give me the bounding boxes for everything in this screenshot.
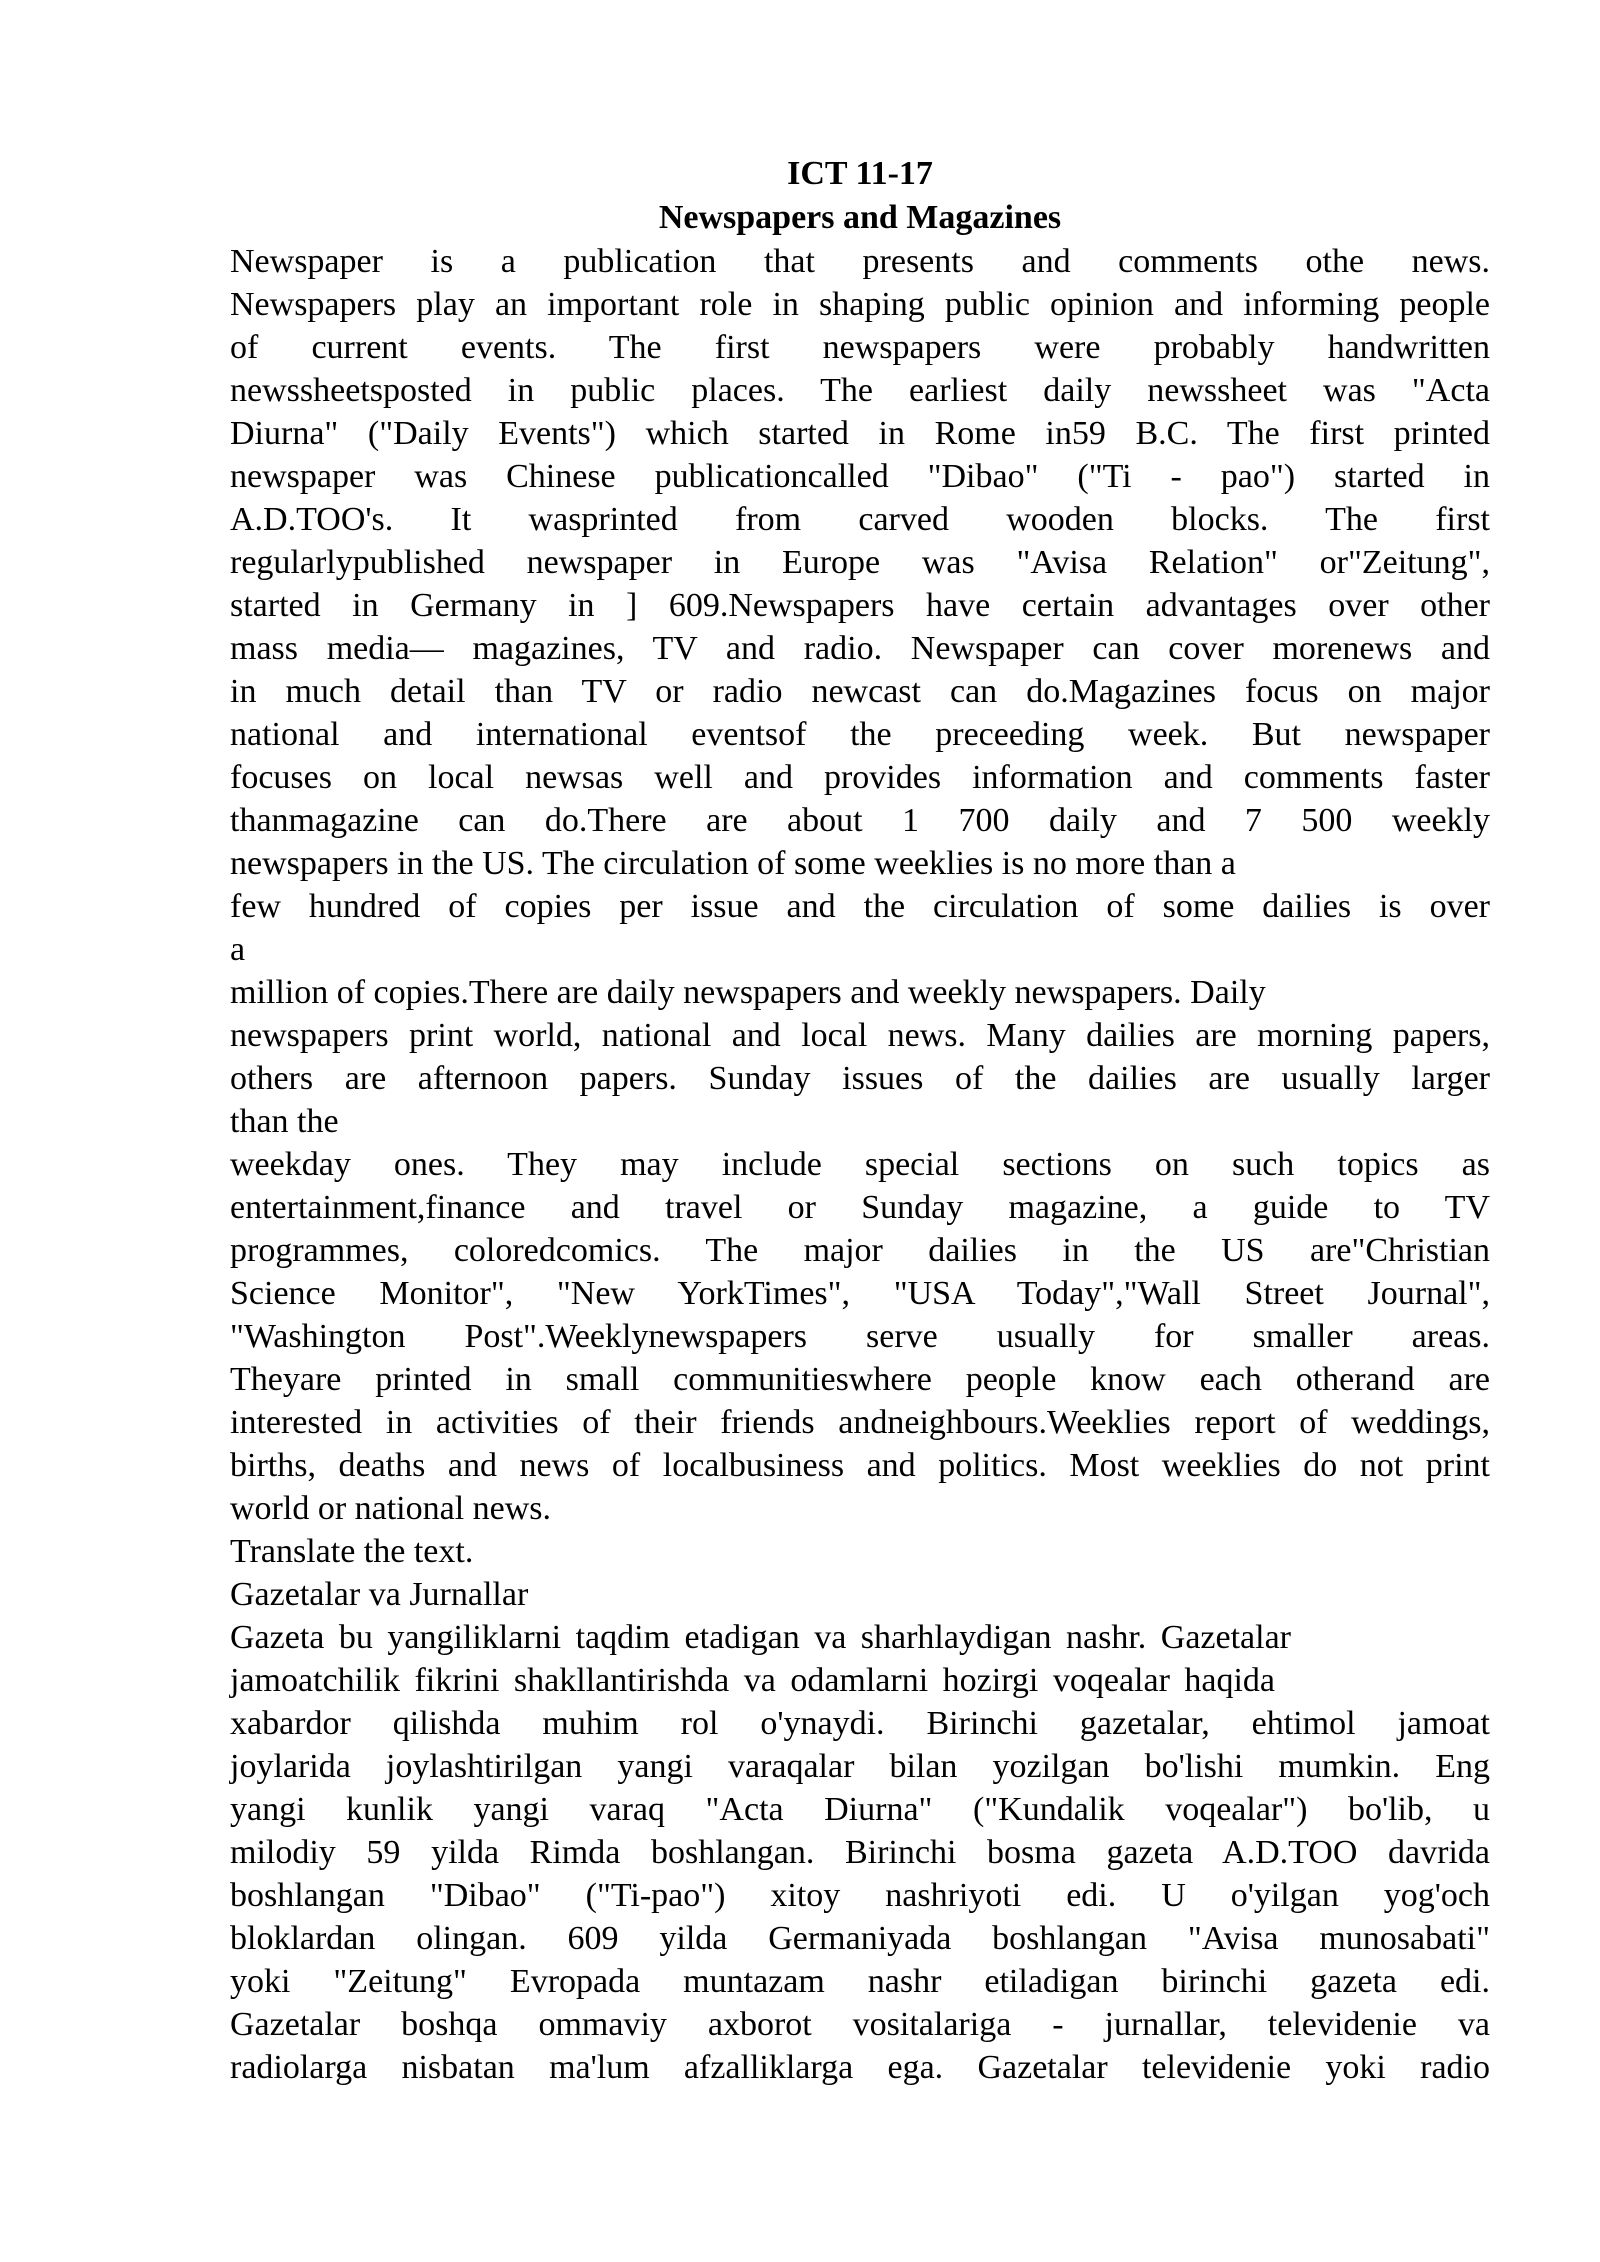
english-text-line: births, deaths and news of localbusiness and politics. Most weeklies do not print [230,1447,1490,1484]
document-title: ICT 11-17 [787,155,933,192]
english-text-line: national and international eventsof the preceeding week. But newspaper [230,716,1490,753]
uzbek-text-line: xabardor qilishda muhim rol o'ynaydi. Birinchi gazetalar, ehtimol jamoat [230,1705,1490,1742]
uzbek-text-line: radiolarga nisbatan ma'lum afzalliklarga ega. Gazetalar televidenie yoki radio [230,2049,1490,2086]
english-text-line: programmes, coloredcomics. The major dailies in the US are"Christian [230,1232,1490,1269]
uzbek-text-line: bloklardan olingan. 609 yilda Germaniyada boshlangan "Avisa munosabati" [230,1920,1490,1957]
english-text-line: Newspaper is a publication that presents and comments othe news. [230,243,1490,280]
english-text-line: "Washington Post".Weeklynewspapers serve usually for smaller areas. [230,1318,1490,1355]
english-text-line: a [230,931,246,968]
english-text-line: world or national news. [230,1490,552,1527]
english-text-line: entertainment,finance and travel or Sunday magazine, a guide to TV [230,1189,1490,1226]
english-text-line: Newspapers play an important role in shaping public opinion and informing people [230,286,1490,323]
uzbek-text-line: yangi kunlik yangi varaq "Acta Diurna" ("Kundalik voqealar") bo'lib, u [230,1791,1490,1828]
english-text-line: focuses on local newsas well and provides information and comments faster [230,759,1490,796]
task-instruction: Translate the text. [230,1533,474,1570]
english-text-line: thanmagazine can do.There are about 1 700 daily and 7 500 weekly [230,802,1490,839]
uzbek-text-line: joylarida joylashtirilgan yangi varaqalar bilan yozilgan bo'lishi mumkin. Eng [230,1748,1490,1785]
english-text-line: weekday ones. They may include special sections on such topics as [230,1146,1490,1183]
english-text-line: in much detail than TV or radio newcast can do.Magazines focus on major [230,673,1490,710]
english-text-line: started in Germany in ] 609.Newspapers have certain advantages over other [230,587,1490,624]
english-text-line: than the [230,1103,339,1140]
uzbek-text-line: milodiy 59 yilda Rimda boshlangan. Birinchi bosma gazeta A.D.TOO davrida [230,1834,1490,1871]
english-text-line: Science Monitor", "New YorkTimes", "USA Today","Wall Street Journal", [230,1275,1490,1312]
english-text-line: newspapers in the US. The circulation of some weeklies is no more than a [230,845,1236,882]
english-text-line: interested in activities of their friends andneighbours.Weeklies report of weddings, [230,1404,1490,1441]
uzbek-text-line: boshlangan "Dibao" ("Ti-pao") xitoy nashriyoti edi. U o'yilgan yog'och [230,1877,1490,1914]
english-text-line: newssheetsposted in public places. The earliest daily newssheet was "Acta [230,372,1490,409]
uzbek-text-line: jamoatchilik fikrini shakllantirishda va odamlarni hozirgi voqealar haqida [230,1662,1276,1699]
uzbek-text-line: Gazetalar boshqa ommaviy axborot vositalariga - jurnallar, televidenie va [230,2006,1490,2043]
uzbek-text-line: yoki "Zeitung" Evropada muntazam nashr etiladigan birinchi gazeta edi. [230,1963,1490,2000]
english-text-line: million of copies.There are daily newspapers and weekly newspapers. Daily [230,974,1266,1011]
uzbek-text-line: Gazeta bu yangiliklarni taqdim etadigan va sharhlaydigan nashr. Gazetalar [230,1619,1291,1656]
english-text-line: A.D.TOO's. It wasprinted from carved wooden blocks. The first [230,501,1490,538]
english-text-line: regularlypublished newspaper in Europe was "Avisa Relation" or"Zeitung", [230,544,1490,581]
english-text-line: newspapers print world, national and local news. Many dailies are morning papers, [230,1017,1490,1054]
english-text-line: of current events. The first newspapers were probably handwritten [230,329,1490,366]
document-subtitle: Newspapers and Magazines [658,199,1062,236]
english-text-line: Diurna" ("Daily Events") which started in Rome in59 B.C. The first printed [230,415,1490,452]
english-text-line: mass media— magazines, TV and radio. Newspaper can cover morenews and [230,630,1490,667]
english-text-line: newspaper was Chinese publicationcalled "Dibao" ("Ti - pao") started in [230,458,1490,495]
translation-title: Gazetalar va Jurnallar [230,1576,529,1613]
english-text-line: Theyare printed in small communitieswhere people know each otherand are [230,1361,1490,1398]
english-text-line: others are afternoon papers. Sunday issues of the dailies are usually larger [230,1060,1490,1097]
english-text-line: few hundred of copies per issue and the circulation of some dailies is over [230,888,1490,925]
